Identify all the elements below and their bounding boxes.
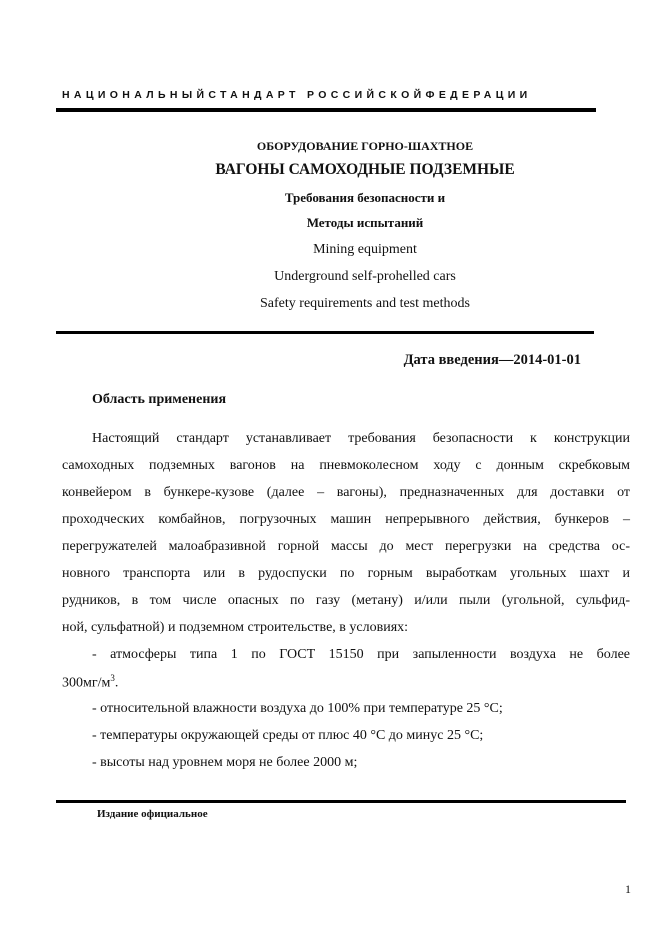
- condition-item-atmosphere: - атмосферы типа 1 по ГОСТ 15150 при запыленности воздуха не более: [92, 647, 630, 662]
- condition-item-altitude: - высоты над уровнем моря не более 2000 м;: [92, 755, 358, 770]
- english-title-line2: Underground self-prohelled cars: [274, 269, 456, 284]
- title-rule: [56, 331, 594, 334]
- condition-item-atmosphere-value: [62, 673, 630, 692]
- english-title-line3: Safety requirements and test methods: [260, 296, 470, 311]
- introduction-date: Дата введения—2014-01-01: [403, 352, 581, 368]
- scope-text-line: конвейером в бункере-кузове (далее – вагоны), предназначенных для доставки от: [62, 485, 630, 500]
- dust-limit-value: 300мг/м: [62, 675, 111, 691]
- scope-text-line: самоходных подземных вагонов на пневмоколесном ходу с донным скребковым: [62, 458, 630, 473]
- dust-limit-end: .: [114, 675, 119, 691]
- document-title-line3: Требования безопасности и: [284, 190, 446, 205]
- page-number: 1: [625, 882, 631, 896]
- document-title-line4: Методы испытаний: [306, 215, 424, 230]
- scope-text-line: проходческих комбайнов, погрузочных машин непрерывного действия, бункеров –: [62, 512, 630, 527]
- header-rule: [56, 108, 596, 112]
- english-title-line1: Mining equipment: [313, 242, 417, 257]
- condition-item-humidity: - относительной влажности воздуха до 100% при температуре 25 °С;: [92, 701, 503, 716]
- scope-heading: Область применения: [92, 392, 227, 407]
- scope-text-line: ной, сульфатной) и подземном строительстве, в условиях:: [62, 620, 409, 635]
- document-title-line1: ОБОРУДОВАНИЕ ГОРНО-ШАХТНОЕ: [256, 139, 474, 153]
- footer-rule: [56, 800, 626, 803]
- official-edition-label: Издание официальное: [97, 808, 208, 820]
- dust-limit-superscript: 3: [110, 673, 115, 683]
- condition-item-temperature: - температуры окружающей среды от плюс 40 °С до минус 25 °С;: [92, 728, 484, 743]
- document-title-line2: ВАГОНЫ САМОХОДНЫЕ ПОДЗЕМНЫЕ: [215, 161, 515, 178]
- national-standard-header: НАЦИОНАЛЬНЫЙСТАНДАРТ РОССИЙСКОЙФЕДЕРАЦИИ: [62, 89, 532, 101]
- scope-text-line: рудников, в том числе опасных по газу (метану) и/или пыли (угольной, сульфид-: [62, 593, 630, 608]
- scope-text-line: новного транспорта или в рудоспуски по горным выработкам угольных шахт и: [62, 566, 630, 581]
- scope-text-line: Настоящий стандарт устанавливает требования безопасности к конструкции: [92, 431, 630, 446]
- scope-text-line: перегружателей малоабразивной горной массы до мест перегрузки на средства ос-: [62, 539, 630, 554]
